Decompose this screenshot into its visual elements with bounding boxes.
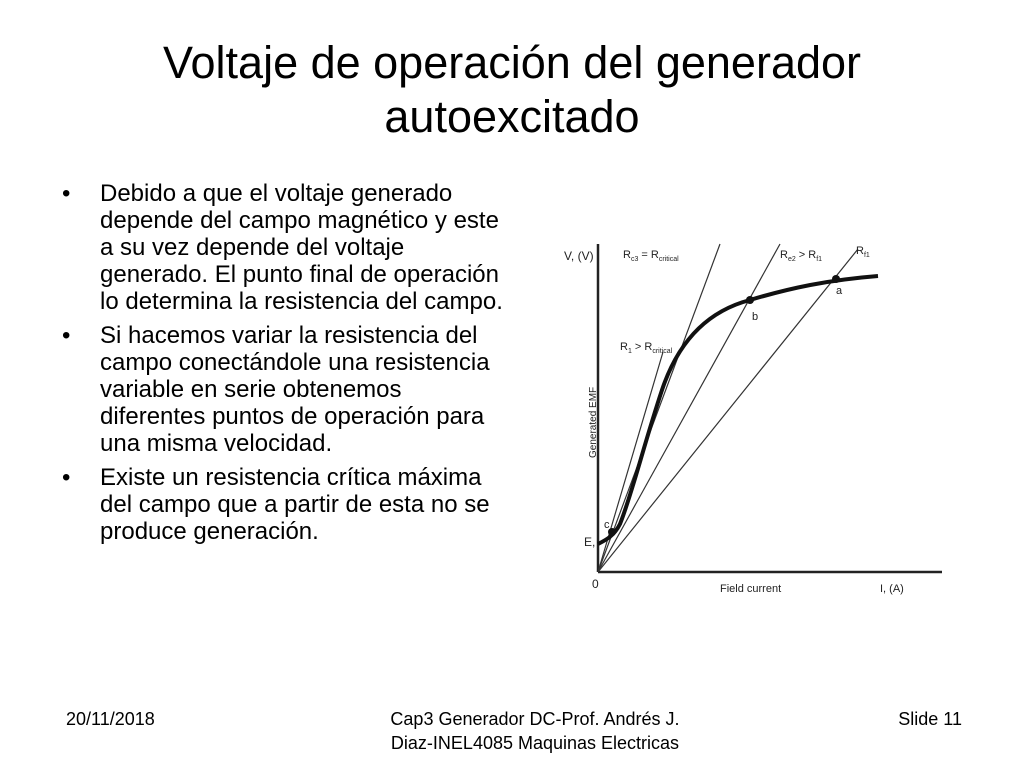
bullet-item xyxy=(60,464,510,545)
line-rc3-critical xyxy=(598,244,720,572)
point-a-label: a xyxy=(836,285,843,297)
point-b xyxy=(746,296,754,304)
magnetization-curve-figure xyxy=(528,214,968,610)
bullet-list xyxy=(60,180,510,552)
residual-voltage-label: E, xyxy=(584,535,596,549)
bullet-item xyxy=(60,180,510,315)
point-c-label: c xyxy=(604,519,610,531)
x-axis-label: I, (A) xyxy=(880,583,904,595)
bullet-symbol: • xyxy=(62,464,71,491)
x-axis-title: Field current xyxy=(720,583,782,595)
y-axis-label: V, (V) xyxy=(564,249,594,263)
line-r2 xyxy=(598,244,780,572)
bullet-text: Debido a que el voltaje generado depende del campo magnético y este a su vez depende del voltaje generado. El punto final de operación lo determina la resistencia del campo. xyxy=(100,180,503,315)
line-rf1-label: $R_{f1}$ xyxy=(856,245,870,259)
footer-slide-number: Slide 11 xyxy=(898,709,962,729)
line-r2-label: $R_{e2} > R_{f1}$ xyxy=(780,249,823,263)
line-r1-label: $R_1 > R_{critical}$ xyxy=(620,341,673,355)
line-rf1 xyxy=(598,249,858,572)
title-line-1: Voltaje de operación del generador xyxy=(162,37,862,88)
bullet-symbol: • xyxy=(62,180,71,207)
y-axis-title: Generated EMF xyxy=(588,386,599,458)
point-a xyxy=(832,275,840,283)
slide-title xyxy=(40,36,984,144)
point-b-label: b xyxy=(752,311,759,323)
title-line-2: autoexcitado xyxy=(384,91,640,142)
origin-label: 0 xyxy=(592,577,599,591)
footer-date: 20/11/2018 xyxy=(66,709,155,729)
footer-course-line-2: Diaz-INEL4085 Maquinas Electricas xyxy=(390,733,680,753)
line-rc3-label: $R_{c3} = R_{critical}$ xyxy=(623,249,679,263)
footer-course-line-1: Cap3 Generador DC-Prof. Andrés J. xyxy=(390,709,680,729)
bullet-text: Si hacemos variar la resistencia del campo conectándole una resistencia variable en serie obtenemos diferentes puntos de operación para una misma velocidad. xyxy=(100,322,490,457)
footer-course-info xyxy=(370,707,700,755)
bullet-text: Existe un resistencia crítica máxima del campo que a partir de esta no se produce generación. xyxy=(100,464,490,545)
bullet-item xyxy=(60,322,510,457)
magnetization-curve-svg xyxy=(528,214,968,610)
bullet-symbol: • xyxy=(62,322,71,349)
magnetization-curve xyxy=(598,276,878,544)
